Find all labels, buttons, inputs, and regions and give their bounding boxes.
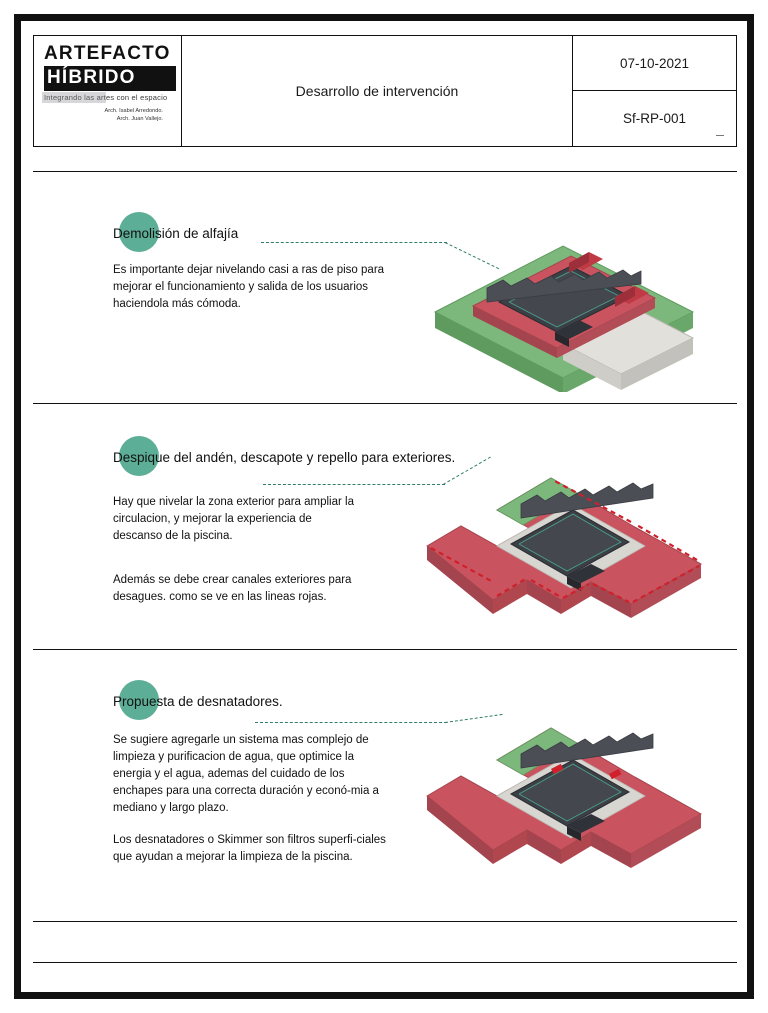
tagline-highlight xyxy=(42,92,106,103)
logo-cell xyxy=(34,36,182,146)
section-paragraph-2-2: Además se debe crear canales exteriores para desagues. como se ve en las lineas rojas. xyxy=(113,574,352,603)
section-paragraph-2-1: Hay que nivelar la zona exterior para ampliar la circulacion, y mejorar la experiencia de descanso de la piscina. xyxy=(113,496,354,542)
section-heading-2: Despique del andén, descapote y repello para exteriores. xyxy=(113,450,456,465)
section-row-footer xyxy=(33,922,737,962)
section-paragraph-3-1: Se sugiere agregarle un sistema mas complejo de limpieza y purificacion de agua, que optimice la energia y el agua, ademas del cuidado de los enchapes para una correcta duración y econó-mia a mediano y largo plazo. xyxy=(113,734,379,814)
corner-tick-mark xyxy=(716,135,724,136)
credit-line-1: Arch. Isabel Arredondo. xyxy=(104,108,163,114)
section-heading-3: Propuesta de desnatadores. xyxy=(113,694,283,709)
section-paragraph-1-1: Es importante dejar nivelando casi a ras de piso para mejorar el funcionamiento y salida de los usuarios haciendola más cómoda. xyxy=(113,264,385,310)
credit-line-2: Arch. Juan Vallejo. xyxy=(116,116,163,122)
title-block xyxy=(33,35,737,147)
section-heading-1: Demolisión de alfajía xyxy=(113,226,239,241)
sheet-title: Desarrollo de intervención xyxy=(182,36,573,146)
section-row-2 xyxy=(33,404,737,650)
section-row-1 xyxy=(33,172,737,404)
sheet-date: 07-10-2021 xyxy=(573,36,736,91)
logo-tagline-wrap xyxy=(44,93,175,102)
content-rows xyxy=(33,171,737,963)
logo-tagline: Integrando las artes con el espacio xyxy=(44,93,168,102)
logo-line-2: HÍBRIDO xyxy=(44,66,176,91)
title-block-right xyxy=(573,36,736,146)
section-paragraph-3-2: Los desnatadores o Skimmer son filtros superfi-ciales que ayudan a mejorar la limpieza de la piscina. xyxy=(113,834,386,863)
logo-credits xyxy=(44,107,175,123)
section-row-3 xyxy=(33,650,737,922)
drawing-sheet xyxy=(14,14,754,999)
isometric-drawing-1 xyxy=(403,192,723,392)
isometric-drawing-3 xyxy=(401,668,726,883)
isometric-drawing-2 xyxy=(401,418,726,633)
sheet-code: Sf-RP-001 xyxy=(622,111,687,126)
sheet-code-cell xyxy=(573,91,736,146)
logo-line-1: ARTEFACTO xyxy=(44,43,171,64)
